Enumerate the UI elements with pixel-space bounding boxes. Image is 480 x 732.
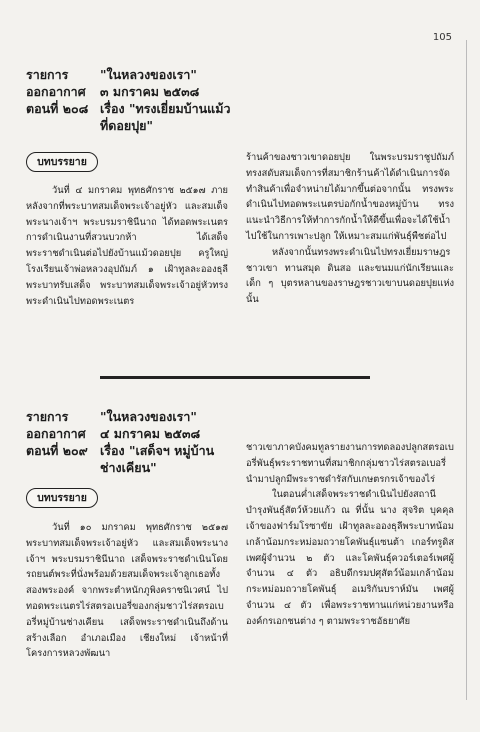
header-row bbox=[26, 100, 316, 117]
paragraph: ร้านค้าของชาวเขาดอยปุย ในพระบรมราชูปถัมภ์ ทรงสดับสมเด็จการที่สมาชิกร้านค้าได้ดำเนินการจัดทำสินค้าเพื่อจำหน่ายได้มากขึ้นต่อจากนั้น ทรงพระดำเนินไปทอดพระเนตรบ่อกักน้ำของหมู่บ้าน ทรงแนะนำวิธีการให้ทำการกักน้ำให้ดีขึ้นเพื่อจะได้ใช้น้ำไปใช้ในการเพาะปลูก ให้เหมาะสมแก่พันธุ์พืชต่อไป bbox=[246, 152, 454, 242]
header-value: ๓ มกราคม ๒๕๓๘ bbox=[100, 84, 200, 99]
section2-left-column bbox=[26, 520, 228, 662]
header-row bbox=[26, 83, 316, 100]
paragraph: วันที่ ๔ มกราคม พุทธศักราช ๒๕๑๗ ภายหลังจากที่พระบาทสมเด็จพระเจ้าอยู่หัว และสมเด็จพระนางเจ้าฯ พระบรมราชินีนาถ ได้ทอดพระเนตรการดำเนินงานที่สวนบวกห้า ได้เสด็จพระราชดำเนินต่อไปยังบ้านแม้วดอยปุย ครูใหญ่โรงเรียนเจ้าพ่อหลวงอุปถัมภ์ ๑ เฝ้าทูลละอองธุลีพระบาทรับเสด็จ พระบาทสมเด็จพระเจ้าอยู่หัวทรงพระดำเนินไปทอดพระเนตร bbox=[26, 185, 228, 307]
header-value: ๔ มกราคม ๒๕๓๘ bbox=[100, 426, 201, 441]
header-label: ตอนที่ ๒๐๘ bbox=[26, 101, 89, 116]
header-row bbox=[26, 408, 316, 425]
section2-right-column bbox=[246, 440, 454, 630]
paragraph: ในตอนค่ำเสด็จพระราชดำเนินไปยังสถานีบำรุงพันธุ์สัตว์ห้วยแก้ว ณ ที่นั้น นาง สุจริต บุคคุล เจ้าของฟาร์มโรซาขัย เฝ้าทูลละอองธุลีพระบาทน้อมเกล้าน้อมกระหม่อมถวายโคพันธุ์แซนต้า เกอร์ทรูดิส เพศผู้จำนวน ๒ ตัว และโคพันธุ์ควอร์เตอร์เพศผู้จำนวน ๔ ตัว อธิบดีกรมปศุสัตว์น้อมเกล้าน้อมกระหม่อมถวายโคพันธุ์ อเมริกันบราห์มัน เพศผู้จำนวน ๔ ตัว เพื่อพระราชทานแก่หน่วยงานหรือองค์กรเอกชนต่าง ๆ ตามพระราชอัธยาศัย bbox=[246, 489, 454, 627]
page-edge-line bbox=[466, 40, 467, 700]
section1-header bbox=[26, 66, 316, 134]
header-label: ออกอากาศ bbox=[26, 426, 86, 441]
header-label: รายการ bbox=[26, 409, 69, 424]
paragraph: วันที่ ๑๐ มกราคม พุทธศักราช ๒๕๑๗ พระบาทสมเด็จพระเจ้าอยู่หัว และสมเด็จพระนางเจ้าฯ พระบรมราชินีนาถ เสด็จพระราชดำเนินโดยรถยนต์พระที่นั่งพร้อมด้วยสมเด็จพระเจ้าลูกเธอทั้งสองพระองค์ จากพระตำหนักภูพิงคราชนิเวศน์ ไปทอดพระเนตรไร่สตรอเบอรี่ของกลุ่มชาวไร่สตรอเบอรี่หมู่บ้านช่างเคียน เสด็จพระราชดำเนินถึงด้านสร้างเลือก อำเภอเมือง เชียงใหม่ เจ้าหน้าที่โครงการหลวงพัฒนา bbox=[26, 522, 228, 660]
header-value: ช่างเคียน" bbox=[100, 460, 157, 475]
header-value: เรื่อง "เสด็จฯ หมู่บ้าน bbox=[100, 443, 215, 458]
header-label: ตอนที่ ๒๐๙ bbox=[26, 443, 88, 458]
header-value: ที่ดอยปุย" bbox=[100, 118, 153, 133]
header-row bbox=[26, 117, 316, 134]
section2-badge: บทบรรยาย bbox=[26, 488, 98, 508]
paragraph: ชาวเขาภาคบังคมทูลรายงานการทดลองปลูกสตรอเบอรี่พันธุ์พระราชทานที่สมาชิกกลุ่มชาวไร่สตรอเบอรี่ นำมาปลูกมีพระราชดำรัสกับเกษตรกรเจ้าของไร่ bbox=[246, 442, 454, 485]
section1-left-column bbox=[26, 183, 228, 309]
section1-right-column bbox=[246, 150, 454, 308]
header-label: ออกอากาศ bbox=[26, 84, 86, 99]
header-value: เรื่อง "ทรงเยี่ยมบ้านแม้ว bbox=[100, 101, 231, 116]
header-label bbox=[26, 459, 100, 476]
header-label bbox=[26, 117, 100, 134]
header-row bbox=[26, 66, 316, 83]
header-label: รายการ bbox=[26, 67, 69, 82]
header-value: "ในหลวงของเรา" bbox=[100, 409, 197, 424]
header-value: "ในหลวงของเรา" bbox=[100, 67, 197, 82]
section1-badge: บทบรรยาย bbox=[26, 152, 98, 172]
page-number: 105 bbox=[432, 32, 452, 43]
paragraph: หลังจากนั้นทรงพระดำเนินไปทรงเยี่ยมราษฎรชาวเขา ทานสมุด ดินสอ และขนมแก่นักเรียนและเด็ก ๆ บุตรหลานของราษฎรชาวเขาบนดอยปุยแห่งนั้น bbox=[246, 246, 454, 306]
section-divider bbox=[100, 376, 370, 379]
